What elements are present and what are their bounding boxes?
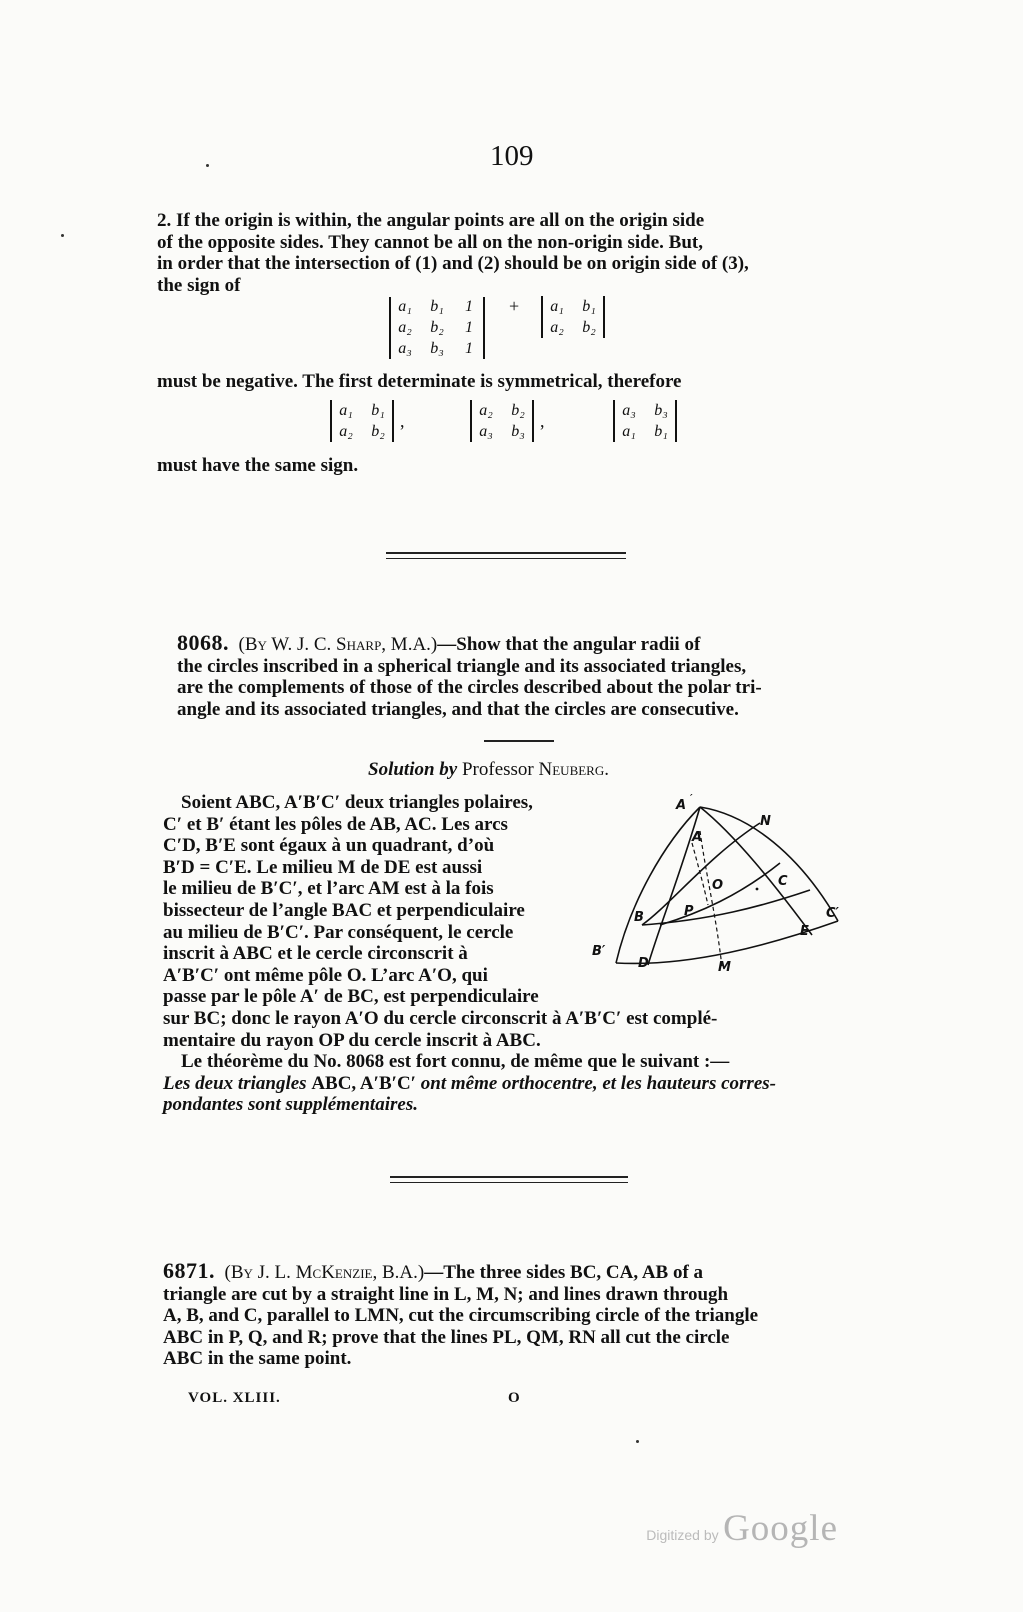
label-c: C <box>778 874 788 889</box>
det-cell: a₂ <box>479 402 493 419</box>
speck <box>61 234 64 237</box>
text-line: bissecteur de l’angle BAC et perpendiculaire <box>163 899 525 921</box>
det-cell: 1 <box>465 319 473 336</box>
text-line: triangle are cut by a straight line in L, M, N; and lines drawn through <box>163 1283 729 1305</box>
solution-prefix: Solution by <box>368 759 458 780</box>
det-cell: 1 <box>465 298 473 315</box>
text-line: the circles inscribed in a spherical triangle and its associated triangles, <box>177 655 747 677</box>
volume-label: VOL. XLIII. <box>188 1390 281 1406</box>
det-cell: b₁ <box>371 402 385 419</box>
label-o: O <box>712 878 724 893</box>
text-line: au milieu de B′C′. Par conséquent, le cercle <box>163 921 514 943</box>
plus-sign: + <box>509 296 520 316</box>
question-8068 <box>177 632 867 720</box>
byline: (By W. J. C. Sharp, M.A.) <box>238 634 438 655</box>
det-cell: b₂ <box>582 319 596 336</box>
text-line: mentaire du rayon OP du cercle inscrit à ABC. <box>163 1029 541 1051</box>
arc-a-prime-b-prime <box>616 807 703 963</box>
question-number: 6871. <box>163 1258 215 1283</box>
determinant-row-1 <box>330 400 411 442</box>
determinant-2x2 <box>541 296 605 338</box>
question-number: 8068. <box>177 630 229 655</box>
det-cell: b₃ <box>654 402 668 419</box>
section-divider <box>386 552 626 554</box>
text-line: A, B, and C, parallel to LMN, cut the circumscribing circle of the triangle <box>163 1305 759 1327</box>
text-line: in order that the intersection of (1) and (2) should be on origin side of (3), <box>157 253 749 275</box>
text-line: Soient ABC, A′B′C′ deux triangles polaires, <box>181 792 533 813</box>
det-cell: b₂ <box>511 402 525 419</box>
label-d: D <box>638 956 649 971</box>
arc-a-o-dashed <box>692 843 708 905</box>
label-prime-mark: ′ <box>690 793 693 804</box>
short-divider <box>484 740 554 742</box>
det-cell: b₃ <box>430 340 444 357</box>
byline: (By J. L. McKenzie, B.A.) <box>224 1262 425 1283</box>
text-line: ABC in the same point. <box>163 1348 352 1370</box>
det-cell: b₃ <box>511 423 525 440</box>
text-line: —Show that the angular radii of <box>437 634 701 655</box>
label-e: E <box>800 924 809 939</box>
section-divider <box>390 1176 628 1178</box>
digitized-label: Digitized by <box>646 1527 719 1543</box>
text-line: le milieu de B′C′, et l’arc AM est à la fois <box>163 878 494 900</box>
text-line: A′B′C′ ont même pôle O. L’arc A′O, qui <box>163 964 488 986</box>
solution-author: Professor <box>461 759 534 780</box>
italic-text: pondantes sont supplémentaires. <box>163 1094 418 1116</box>
text-line: C′ et B′ étant les pôles de AB, AC. Les arcs <box>163 813 508 835</box>
label-a-prime: A <box>676 798 687 813</box>
text-line: ABC in P, Q, and R; prove that the lines PL, QM, RN all cut the circle <box>163 1326 730 1348</box>
must-be-negative <box>157 371 857 393</box>
label-b: B <box>634 910 644 925</box>
comma: , <box>400 410 405 431</box>
google-logo: Google <box>723 1508 838 1549</box>
italic-text: Les deux triangles <box>163 1072 307 1094</box>
determinant-row-3 <box>613 400 677 442</box>
text-line: must be negative. The first determinate is symmetrical, therefore <box>157 371 682 392</box>
text-line: 2. If the origin is within, the angular points are all on the origin side <box>157 210 705 231</box>
text-line: sur BC; donc le rayon A′O du cercle circonscrit à A′B′C′ est complé- <box>163 1008 718 1029</box>
text-span: ABC, A′B′C′ <box>311 1072 417 1094</box>
det-cell: b₁ <box>654 423 668 440</box>
label-a: A <box>692 830 703 845</box>
comma: , <box>540 410 545 431</box>
spherical-triangle-figure <box>592 793 862 1000</box>
speck <box>206 164 209 167</box>
label-n: N <box>760 814 771 829</box>
section-divider <box>386 558 626 559</box>
solution-heading <box>368 759 609 781</box>
det-cell: a₁ <box>550 298 564 315</box>
solution-author-surname: Neuberg. <box>538 759 609 780</box>
arc-a-m-dashed <box>700 831 722 967</box>
det-cell: a₂ <box>550 319 564 336</box>
text-line: the sign of <box>157 274 241 296</box>
google-watermark <box>646 1507 838 1550</box>
det-cell: a₂ <box>398 319 412 336</box>
speck <box>636 1440 639 1443</box>
label-c-prime: C′ <box>826 906 839 921</box>
det-cell: a₃ <box>398 340 412 357</box>
paragraph-2 <box>157 210 855 296</box>
det-cell: a₁ <box>339 402 353 419</box>
text-line: C′D, B′E sont égaux à un quadrant, d’où <box>163 835 495 857</box>
det-cell: a₁ <box>398 298 412 315</box>
label-p: P <box>684 904 694 919</box>
text-line: Le théorème du No. 8068 est fort connu, de même que le suivant :— <box>181 1051 730 1073</box>
label-b-prime: B′ <box>592 944 606 959</box>
text-line: are the complements of those of the circles described about the polar tri- <box>177 677 762 699</box>
det-cell: 1 <box>465 340 473 357</box>
det-cell: b₁ <box>582 298 596 315</box>
determinant-row-2 <box>470 400 551 442</box>
det-cell: a₂ <box>339 423 353 440</box>
solution-continued <box>163 1008 853 1116</box>
text-line: —The three sides BC, CA, AB of a <box>424 1262 704 1283</box>
solution-text <box>163 792 585 1008</box>
arc-b-ne <box>660 863 780 925</box>
text-line: passe par le pôle A′ de BC, est perpendiculaire <box>163 986 539 1008</box>
text-line: angle and its associated triangles, and that the circles are consecutive. <box>177 698 739 720</box>
det-cell: b₁ <box>430 298 444 315</box>
determinant-3x3 <box>389 296 485 359</box>
det-cell: a₃ <box>622 402 636 419</box>
question-6871 <box>163 1260 855 1370</box>
italic-text: ont même orthocentre, et les hauteurs corres- <box>420 1072 776 1094</box>
label-m: M <box>718 960 731 975</box>
det-cell: a₁ <box>622 423 636 440</box>
section-divider <box>390 1182 628 1183</box>
det-cell: b₂ <box>371 423 385 440</box>
det-cell: a₃ <box>479 423 493 440</box>
page-number: 109 <box>490 140 534 172</box>
signature-mark: O <box>508 1390 520 1406</box>
same-sign-line: must have the same sign. <box>157 455 359 476</box>
text-line: of the opposite sides. They cannot be all on the non-origin side. But, <box>157 231 703 253</box>
text-line: B′D = C′E. Le milieu M de DE est aussi <box>163 856 483 878</box>
text-line: inscrit à ABC et le cercle circonscrit à <box>163 943 468 965</box>
det-cell: b₂ <box>430 319 444 336</box>
